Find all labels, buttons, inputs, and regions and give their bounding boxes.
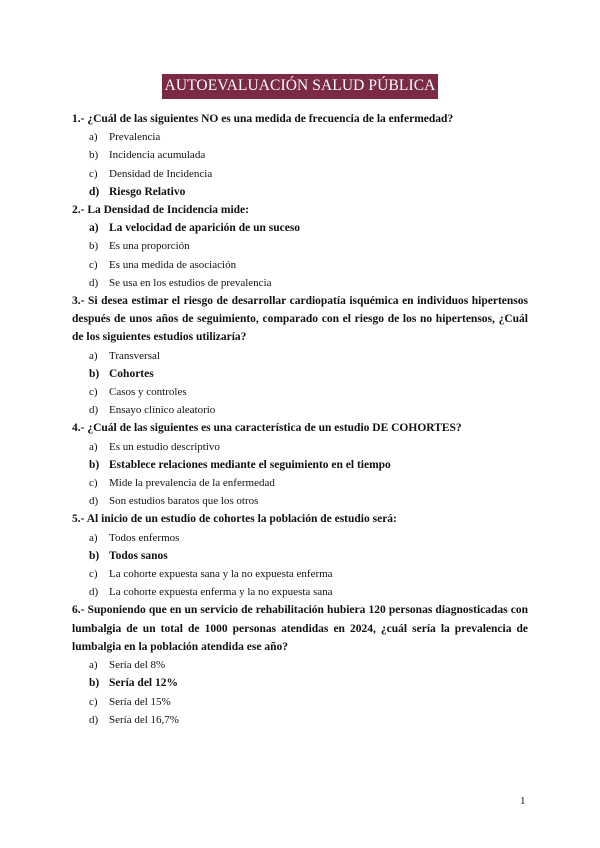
option-text: Sería del 15% [109, 695, 171, 708]
option-item [89, 693, 528, 711]
question-block-3 [72, 292, 528, 419]
option-item-correct [89, 674, 528, 692]
option-item-correct [89, 456, 528, 474]
option-item [89, 383, 528, 401]
option-letter: a) [89, 440, 98, 453]
question-block-6 [72, 601, 528, 728]
option-letter: a) [89, 659, 98, 672]
option-item [89, 237, 528, 255]
question-text: 2.- La Densidad de Incidencia mide: [72, 204, 249, 217]
question-block-1 [72, 110, 528, 201]
question-text: 3.- Si desea estimar el riesgo de desarrollar cardiopatía isquémica en individuos hipertensos después de unos años de seguimiento, comparado con el riesgo de los no hipertensos, ¿Cuál de los siguientes estudios utilizaría? [72, 295, 528, 344]
options-list [72, 656, 528, 729]
option-text: Transversal [109, 349, 160, 362]
option-text: Todos sanos [109, 549, 168, 562]
option-text: Son estudios baratos que los otros [109, 495, 259, 508]
option-text: Se usa en los estudios de prevalencia [109, 276, 272, 289]
option-item [89, 347, 528, 365]
option-letter: b) [89, 549, 100, 562]
option-item [89, 529, 528, 547]
options-list [72, 347, 528, 420]
option-letter: c) [89, 695, 98, 708]
option-item [89, 656, 528, 674]
option-letter: c) [89, 477, 98, 490]
page-title: AUTOEVALUACIÓN SALUD PÚBLICA [162, 74, 439, 99]
question-text: 1.- ¿Cuál de las siguientes NO es una medida de frecuencia de la enfermedad? [72, 113, 454, 125]
option-letter: a) [89, 349, 98, 362]
option-letter: d) [89, 713, 99, 726]
option-letter: d) [89, 276, 99, 289]
option-text: Todos enfermos [109, 531, 180, 544]
option-text: La cohorte expuesta enferma y la no expuesta sana [109, 586, 333, 599]
option-item [89, 401, 528, 419]
option-text: Establece relaciones mediante el seguimiento en el tiempo [109, 458, 391, 471]
option-text: Es una medida de asociación [109, 258, 237, 271]
options-list [72, 438, 528, 511]
option-text: Sería del 8% [109, 659, 166, 672]
option-letter: d) [89, 495, 99, 508]
options-list [72, 529, 528, 602]
option-item [89, 165, 528, 183]
option-text: Sería del 16,7% [109, 713, 179, 726]
option-letter: d) [89, 404, 99, 417]
option-text: Casos y controles [109, 386, 187, 399]
option-letter: c) [89, 167, 98, 180]
option-text: Ensayo clínico aleatorio [109, 404, 216, 417]
page-number: 1 [520, 795, 526, 807]
option-letter: d) [89, 185, 100, 198]
question-text: 5.- Al inicio de un estudio de cohortes la población de estudio será: [72, 513, 397, 526]
option-text: Mide la prevalencia de la enfermedad [109, 477, 275, 490]
option-letter: a) [89, 131, 98, 144]
option-item [89, 474, 528, 492]
option-text: Es un estudio descriptivo [109, 440, 220, 453]
option-letter: b) [89, 149, 99, 162]
option-letter: c) [89, 258, 98, 271]
option-text: Prevalencia [109, 131, 161, 144]
option-item [89, 146, 528, 164]
option-text: Incidencia acumulada [109, 149, 206, 162]
option-item [89, 128, 528, 146]
quiz-content [72, 110, 528, 729]
option-item [89, 256, 528, 274]
option-letter: c) [89, 568, 98, 581]
option-letter: c) [89, 386, 98, 399]
option-text: Es una proporción [109, 240, 190, 253]
question-block-4 [72, 419, 528, 510]
option-text: La velocidad de aparición de un suceso [109, 222, 301, 235]
option-item [89, 583, 528, 601]
option-item [89, 711, 528, 729]
option-letter: b) [89, 367, 100, 380]
option-text: Cohortes [109, 367, 154, 380]
option-item-correct [89, 219, 528, 237]
option-letter: b) [89, 240, 99, 253]
options-list [72, 219, 528, 292]
option-letter: b) [89, 458, 100, 471]
option-letter: d) [89, 586, 99, 599]
options-list [72, 128, 528, 201]
option-letter: b) [89, 677, 100, 690]
option-letter: a) [89, 222, 99, 235]
question-text: 4.- ¿Cuál de las siguientes es una característica de un estudio DE COHORTES? [72, 422, 462, 435]
option-item [89, 565, 528, 583]
question-block-2 [72, 201, 528, 292]
option-item [89, 274, 528, 292]
option-item-correct [89, 365, 528, 383]
question-block-5 [72, 510, 528, 601]
option-text: Riesgo Relativo [109, 185, 186, 198]
question-text: 6.- Suponiendo que en un servicio de rehabilitación hubiera 120 personas diagnosticadas con lumbalgia de un total de 1000 personas atendidas en 2024, ¿cuál sería la prevalencia de lumbalgia en la población atendida ese año? [72, 604, 528, 653]
option-letter: a) [89, 531, 98, 544]
option-text: Sería del 12% [109, 677, 178, 690]
option-text: La cohorte expuesta sana y la no expuesta enferma [109, 568, 333, 581]
option-item [89, 492, 528, 510]
option-item-correct [89, 547, 528, 565]
title-wrap [0, 74, 600, 99]
option-item-correct [89, 183, 528, 201]
option-text: Densidad de Incidencia [109, 167, 213, 180]
option-item [89, 438, 528, 456]
